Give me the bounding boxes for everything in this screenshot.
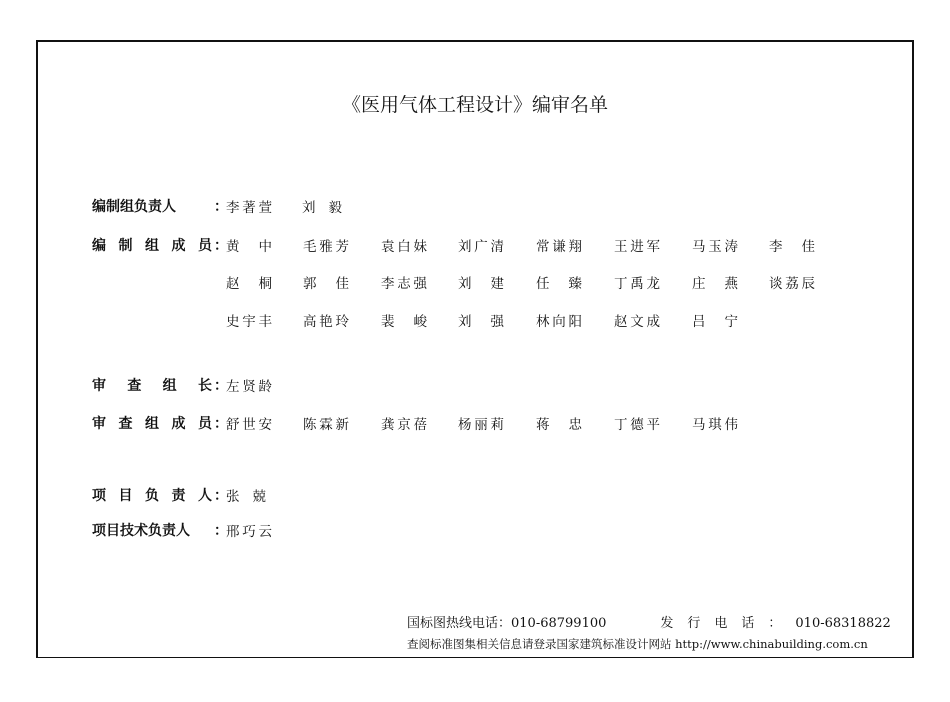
name: 刘 建	[458, 276, 504, 292]
website-note: 查阅标准图集相关信息请登录国家建筑标准设计网站 http://www.chinabuilding.com.cn	[407, 637, 868, 651]
issue-number: 010-68318822	[795, 616, 891, 631]
name: 张 兢	[226, 489, 266, 505]
name: 谈荔辰	[769, 276, 815, 292]
review-lead-label: 审查组长	[92, 378, 212, 394]
compile-lead-label: 编制组负责人	[92, 199, 176, 215]
hotline-number: 010-68799100	[511, 616, 607, 631]
name: 王进军	[614, 239, 660, 255]
colon: ：	[214, 238, 228, 254]
colon: ：	[214, 523, 228, 539]
name: 陈霖新	[303, 417, 349, 433]
name: 黄 中	[226, 239, 272, 255]
name: 袁白妹	[381, 239, 427, 255]
compile-members-label: 编制组成员	[92, 238, 212, 254]
colon: ：	[214, 378, 228, 394]
name: 史宇丰	[226, 314, 272, 330]
name: 吕 宁	[692, 314, 738, 330]
tech-lead-label: 项目技术负责人	[92, 523, 190, 539]
name: 舒世安	[226, 417, 272, 433]
name: 毛雅芳	[303, 239, 349, 255]
name: 任 臻	[536, 276, 582, 292]
colon: ：	[214, 199, 228, 215]
name: 李志强	[381, 276, 427, 292]
name: 刘广清	[458, 239, 504, 255]
name: 刘 强	[458, 314, 504, 330]
name: 林向阳	[536, 314, 582, 330]
name: 丁德平	[614, 417, 660, 433]
page-title: 《医用气体工程设计》编审名单	[341, 94, 608, 116]
name: 李 佳	[769, 239, 815, 255]
name: 郭 佳	[303, 276, 349, 292]
name: 邢巧云	[226, 524, 272, 540]
review-members-label: 审查组成员	[92, 416, 212, 432]
project-lead-label: 项目负责人	[92, 488, 212, 504]
name: 马玉涛	[692, 239, 738, 255]
name: 庄 燕	[692, 276, 738, 292]
name: 赵文成	[614, 314, 660, 330]
name: 高艳玲	[303, 314, 349, 330]
name: 蒋 忠	[536, 417, 582, 433]
name: 丁禹龙	[614, 276, 660, 292]
colon: ：	[214, 416, 228, 432]
document-frame	[36, 40, 914, 658]
colon: ：	[214, 488, 228, 504]
name: 左贤龄	[226, 379, 272, 395]
footer-contact	[407, 612, 891, 631]
name: 李著萱	[226, 200, 272, 216]
name: 赵 桐	[226, 276, 272, 292]
name: 杨丽莉	[458, 417, 504, 433]
name: 常谦翔	[536, 239, 582, 255]
hotline-label: 国标图热线电话：	[407, 616, 512, 631]
name: 马琪伟	[692, 417, 738, 433]
name: 刘 毅	[302, 200, 342, 216]
name: 龚京蓓	[381, 417, 427, 433]
issue-label: 发行电话：	[660, 616, 796, 631]
name: 裴 峻	[381, 314, 427, 330]
